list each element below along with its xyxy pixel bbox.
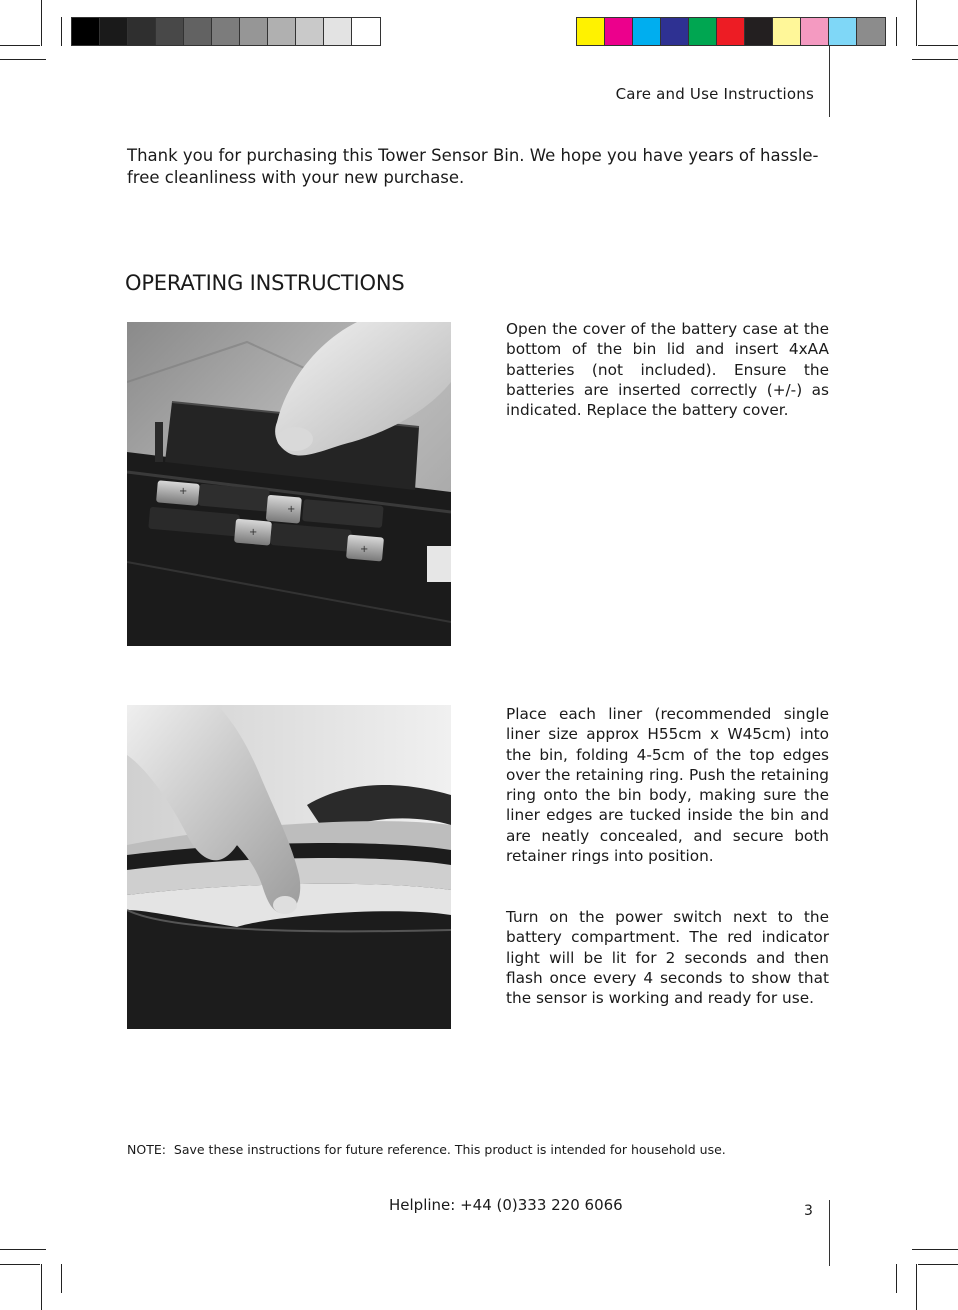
- color-swatch: [829, 18, 857, 45]
- page-header-title: Care and Use Instructions: [615, 85, 814, 103]
- battery-plus-label: +: [179, 486, 188, 497]
- step-1-text: Open the cover of the battery case at the bottom of the bin lid and insert 4xAA batteries (not included). Ensure the batteries are inserted correctly (+/-) as indicated. Replace the battery cover.: [506, 320, 829, 420]
- gray-swatch: [156, 18, 184, 45]
- color-swatch: [633, 18, 661, 45]
- color-swatch: [857, 18, 885, 45]
- battery-plus-label: +: [287, 504, 296, 515]
- gray-swatch: [352, 18, 380, 45]
- crop-mark: [0, 1249, 46, 1250]
- crop-mark: [918, 45, 958, 46]
- crop-mark: [61, 1264, 62, 1293]
- section-title: OPERATING INSTRUCTIONS: [125, 271, 405, 295]
- helpline: Helpline: +44 (0)333 220 6066: [389, 1196, 623, 1214]
- crop-mark: [918, 1264, 958, 1265]
- gray-swatch: [296, 18, 324, 45]
- crop-mark: [41, 0, 42, 46]
- footer-divider: [829, 1200, 830, 1266]
- crop-mark: [41, 1264, 42, 1310]
- crop-mark: [0, 45, 40, 46]
- note-text: Save these instructions for future reference. This product is intended for household use.: [173, 1142, 726, 1157]
- color-swatch: [661, 18, 689, 45]
- step-2-text: Place each liner (recommended single liner size approx H55cm x W45cm) into the bin, folding 4-5cm of the top edges over the retaining ring. Push the retaining ring onto the bin body, making sure the liner edges are tucked inside the bin and are neatly concealed, and secure both retainer rings into position.: [506, 705, 829, 866]
- color-swatch: [577, 18, 605, 45]
- crop-mark: [61, 17, 62, 46]
- process-color-bar: [576, 17, 886, 46]
- crop-mark: [896, 17, 897, 46]
- crop-mark: [0, 1264, 40, 1265]
- color-swatch: [801, 18, 829, 45]
- crop-mark: [912, 59, 958, 60]
- gray-swatch: [212, 18, 240, 45]
- color-swatch: [773, 18, 801, 45]
- color-swatch: [605, 18, 633, 45]
- battery-installation-photo: [127, 322, 451, 646]
- gray-swatch: [240, 18, 268, 45]
- note: [127, 1142, 726, 1157]
- crop-mark: [912, 1249, 958, 1250]
- crop-mark: [916, 0, 917, 46]
- gray-swatch: [100, 18, 128, 45]
- liner-installation-photo: [127, 705, 451, 1029]
- gray-swatch: [184, 18, 212, 45]
- color-swatch: [745, 18, 773, 45]
- grayscale-color-bar: [71, 17, 381, 46]
- battery-plus-label: +: [360, 544, 369, 555]
- gray-swatch: [72, 18, 100, 45]
- color-swatch: [717, 18, 745, 45]
- intro-text: Thank you for purchasing this Tower Sensor Bin. We hope you have years of hassle-free cleanliness with your new purchase.: [127, 146, 819, 187]
- header-divider: [829, 46, 830, 117]
- gray-swatch: [268, 18, 296, 45]
- note-label: NOTE:: [127, 1142, 166, 1157]
- crop-mark: [916, 1264, 917, 1310]
- color-swatch: [689, 18, 717, 45]
- step-3-text: Turn on the power switch next to the battery compartment. The red indicator light will be lit for 2 seconds and then flash once every 4 seconds to show that the sensor is working and ready for use.: [506, 908, 829, 1008]
- gray-swatch: [324, 18, 352, 45]
- crop-mark: [0, 59, 46, 60]
- gray-swatch: [128, 18, 156, 45]
- crop-mark: [896, 1264, 897, 1293]
- page-number: 3: [804, 1203, 813, 1219]
- battery-plus-label: +: [249, 527, 258, 538]
